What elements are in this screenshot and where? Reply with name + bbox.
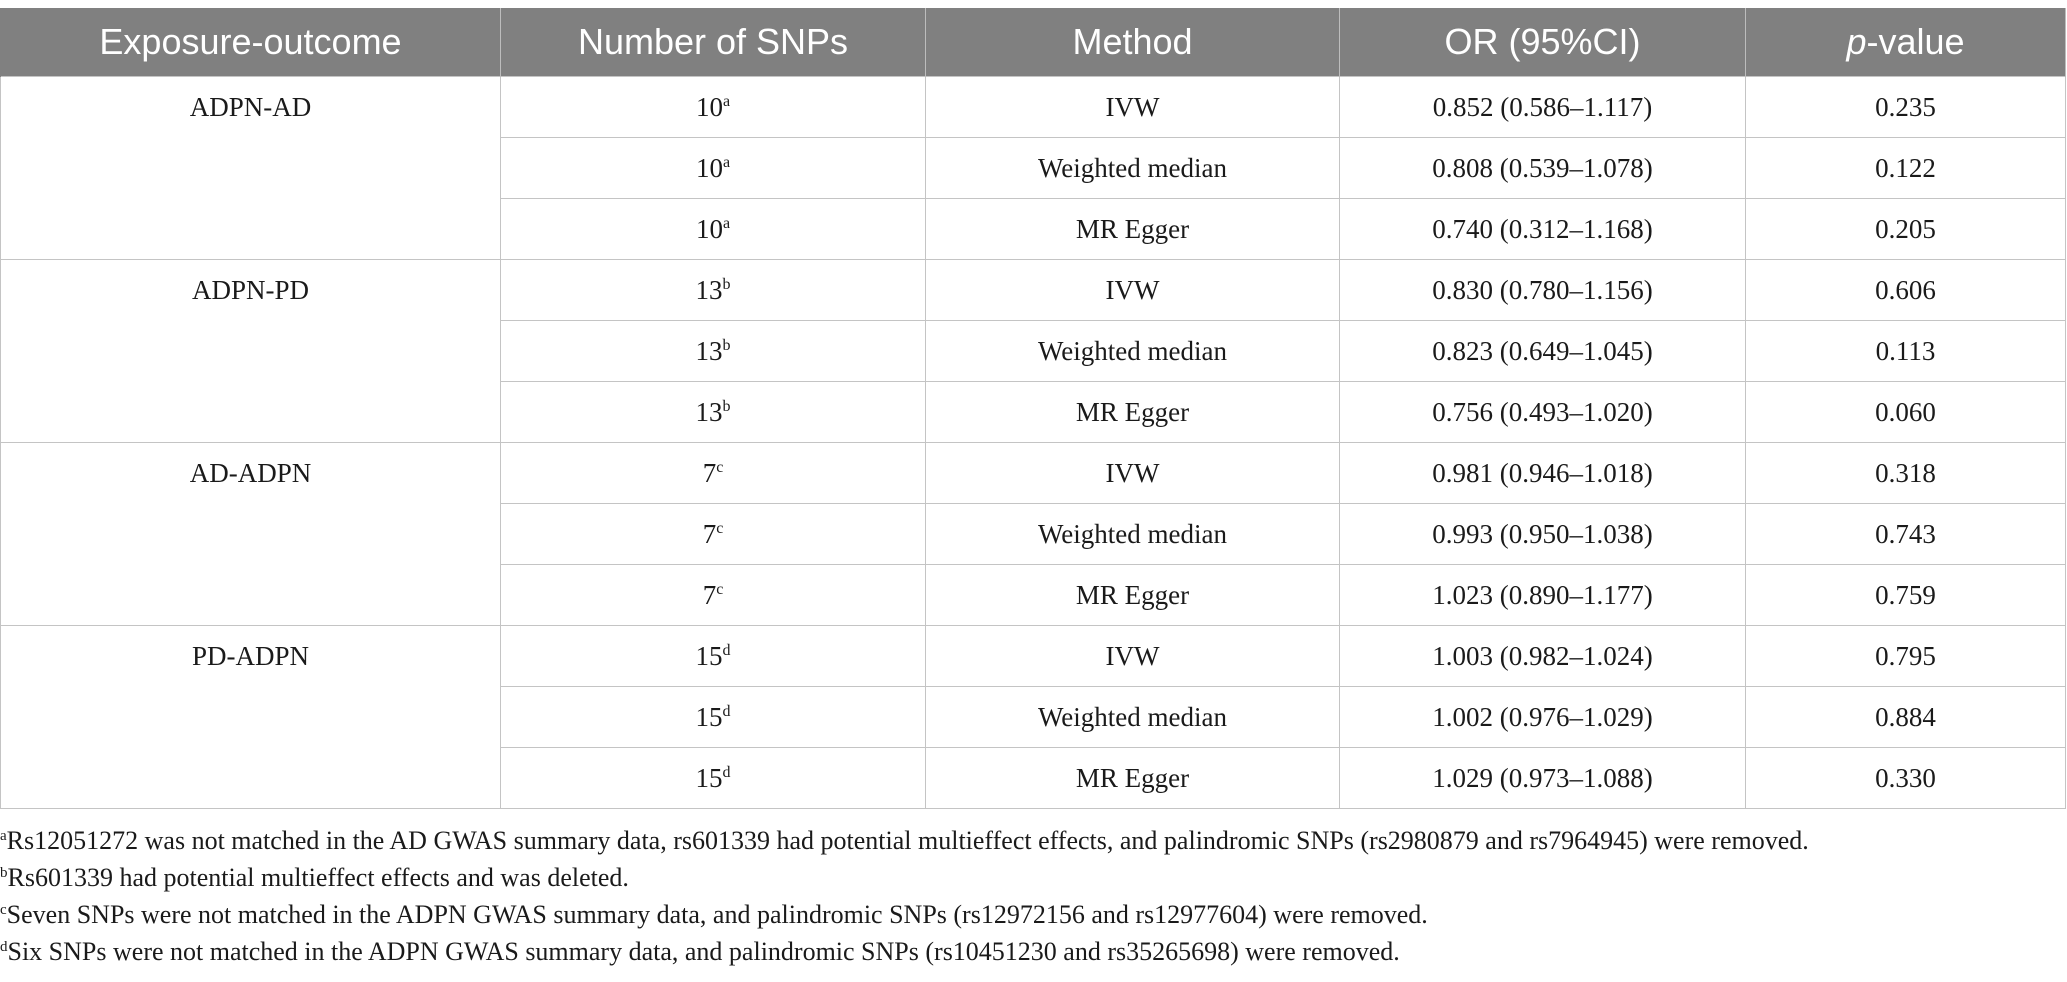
or-ci-cell: 0.993 (0.950–1.038)	[1340, 504, 1746, 565]
or-ci-cell: 0.823 (0.649–1.045)	[1340, 321, 1746, 382]
exposure-outcome-cell: PD-ADPN	[1, 626, 501, 809]
footnote	[0, 859, 2065, 896]
p-value-cell: 0.122	[1746, 138, 2066, 199]
p-value-cell: 0.795	[1746, 626, 2066, 687]
or-ci-cell: 1.029 (0.973–1.088)	[1340, 748, 1746, 809]
footnote-text: Seven SNPs were not matched in the ADPN GWAS summary data, and palindromic SNPs (rs12972156 and rs12977604) were removed.	[6, 900, 1428, 929]
method-cell: IVW	[926, 260, 1340, 321]
header-p-rest: -value	[1866, 21, 1965, 62]
footnote-marker: a	[722, 214, 731, 232]
snp-count-cell	[501, 565, 926, 626]
method-cell: MR Egger	[926, 199, 1340, 260]
method-cell: MR Egger	[926, 565, 1340, 626]
footnote-marker: c	[716, 580, 724, 598]
method-cell: MR Egger	[926, 748, 1340, 809]
footnote-marker: d	[722, 763, 731, 781]
footnote-mark: b	[0, 865, 8, 881]
exposure-outcome-cell: ADPN-PD	[1, 260, 501, 443]
footnote-text: Six SNPs were not matched in the ADPN GWAS summary data, and palindromic SNPs (rs10451230 and rs35265698) were removed.	[7, 937, 1400, 966]
method-cell: IVW	[926, 626, 1340, 687]
header-number-of-snps: Number of SNPs	[501, 8, 926, 77]
header-p-italic: p	[1846, 21, 1867, 62]
snp-count: 10	[695, 213, 723, 244]
header-method: Method	[926, 8, 1340, 77]
footnote-marker: c	[716, 519, 724, 537]
footnote-marker: d	[722, 702, 731, 720]
table-body	[1, 77, 2066, 809]
p-value-cell: 0.759	[1746, 565, 2066, 626]
snp-count-cell	[501, 504, 926, 565]
footnote	[0, 933, 2065, 970]
table-header-row	[1, 8, 2066, 77]
footnote-mark: d	[0, 939, 8, 955]
p-value-cell: 0.606	[1746, 260, 2066, 321]
footnote-marker: a	[722, 153, 731, 171]
footnote-mark: c	[0, 902, 7, 918]
header-p-value	[1746, 8, 2066, 77]
footnotes	[0, 822, 2065, 970]
exposure-outcome-cell: ADPN-AD	[1, 77, 501, 260]
footnote-text: Rs12051272 was not matched in the AD GWAS summary data, rs601339 had potential multieffect effects, and palindromic SNPs (rs2980879 and rs7964945) were removed.	[6, 826, 1809, 855]
snp-count: 7	[702, 518, 717, 549]
p-value-cell: 0.318	[1746, 443, 2066, 504]
snp-count-cell	[501, 260, 926, 321]
snp-count-cell	[501, 382, 926, 443]
p-value-cell: 0.113	[1746, 321, 2066, 382]
footnote-text: Rs601339 had potential multieffect effects and was deleted.	[7, 863, 629, 892]
header-exposure-outcome: Exposure-outcome	[1, 8, 501, 77]
method-cell: Weighted median	[926, 321, 1340, 382]
method-cell: IVW	[926, 443, 1340, 504]
snp-count: 7	[702, 579, 717, 610]
snp-count: 13	[695, 335, 723, 366]
method-cell: Weighted median	[926, 138, 1340, 199]
or-ci-cell: 0.740 (0.312–1.168)	[1340, 199, 1746, 260]
or-ci-cell: 1.003 (0.982–1.024)	[1340, 626, 1746, 687]
footnote-marker: b	[722, 275, 731, 293]
p-value-cell: 0.060	[1746, 382, 2066, 443]
footnote-marker: a	[722, 92, 731, 110]
footnote-marker: b	[722, 336, 731, 354]
footnote-marker: c	[716, 458, 724, 476]
exposure-outcome-cell: AD-ADPN	[1, 443, 501, 626]
method-cell: IVW	[926, 77, 1340, 138]
or-ci-cell: 1.002 (0.976–1.029)	[1340, 687, 1746, 748]
or-ci-cell: 0.852 (0.586–1.117)	[1340, 77, 1746, 138]
table-row	[1, 626, 2066, 687]
p-value-cell: 0.205	[1746, 199, 2066, 260]
footnote	[0, 822, 2065, 859]
p-value-cell: 0.235	[1746, 77, 2066, 138]
snp-count-cell	[501, 199, 926, 260]
or-ci-cell: 0.981 (0.946–1.018)	[1340, 443, 1746, 504]
footnote-mark: a	[0, 828, 7, 844]
snp-count-cell	[501, 626, 926, 687]
table-row	[1, 77, 2066, 138]
p-value-cell: 0.330	[1746, 748, 2066, 809]
method-cell: MR Egger	[926, 382, 1340, 443]
table-row	[1, 260, 2066, 321]
table-row	[1, 443, 2066, 504]
or-ci-cell: 0.830 (0.780–1.156)	[1340, 260, 1746, 321]
snp-count-cell	[501, 748, 926, 809]
p-value-cell: 0.743	[1746, 504, 2066, 565]
or-ci-cell: 0.756 (0.493–1.020)	[1340, 382, 1746, 443]
mr-results-table	[0, 8, 2066, 809]
snp-count: 13	[695, 274, 723, 305]
snp-count: 13	[695, 396, 723, 427]
snp-count-cell	[501, 687, 926, 748]
snp-count-cell	[501, 77, 926, 138]
snp-count: 10	[695, 152, 723, 183]
snp-count-cell	[501, 443, 926, 504]
method-cell: Weighted median	[926, 504, 1340, 565]
snp-count: 15	[695, 762, 723, 793]
snp-count: 7	[702, 457, 717, 488]
snp-count: 15	[695, 640, 723, 671]
p-value-cell: 0.884	[1746, 687, 2066, 748]
header-or-ci: OR (95%CI)	[1340, 8, 1746, 77]
snp-count-cell	[501, 138, 926, 199]
snp-count-cell	[501, 321, 926, 382]
or-ci-cell: 1.023 (0.890–1.177)	[1340, 565, 1746, 626]
footnote-marker: d	[722, 641, 731, 659]
footnote-marker: b	[722, 397, 731, 415]
method-cell: Weighted median	[926, 687, 1340, 748]
footnote	[0, 896, 2065, 933]
results-table-container	[0, 8, 2065, 809]
snp-count: 15	[695, 701, 723, 732]
snp-count: 10	[695, 91, 723, 122]
or-ci-cell: 0.808 (0.539–1.078)	[1340, 138, 1746, 199]
